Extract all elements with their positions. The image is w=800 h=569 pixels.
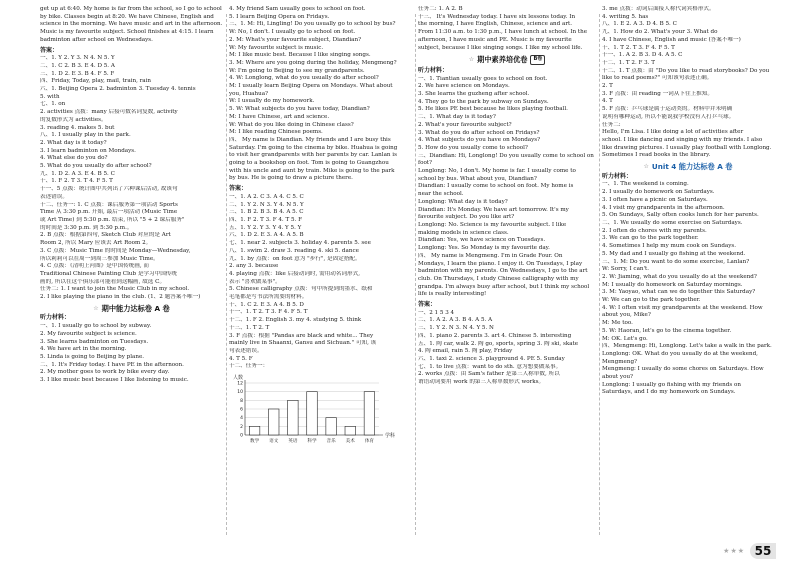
listening-line: W: No, I don't. I usually go to school on foot.	[229, 29, 356, 36]
listening-line: 二、1. It's Friday today. I have PE in the afternoon.	[40, 361, 184, 368]
bar	[307, 392, 318, 435]
answer-line: like drawing pictures. I usually play football with Longlong.	[602, 144, 772, 151]
answer-line: 七、1. on	[40, 101, 66, 108]
x-tick-label: 数学	[249, 439, 260, 445]
answer-line: 2. What day is it today?	[40, 139, 107, 146]
listening-line: M: I like reading Chinese poems.	[229, 129, 323, 136]
y-tick-label: 6	[240, 407, 243, 413]
listening-line: Mondays, I learn the piano. I enjoy it. On Tuesdays, I play	[418, 260, 583, 267]
answer-line: like to read poems?" 可知该句表述正确。	[602, 75, 713, 82]
answer-line: 一、1. Y 2. Y 3. N 4. N 5. Y	[40, 55, 115, 62]
listening-line: Longlong: No. Science is my favourite subject. I like	[418, 221, 567, 228]
answer-list	[229, 194, 412, 371]
answer-line: 4. T 5. F	[229, 355, 253, 362]
listening-line: 4. They go to the park by subway on Sundays.	[418, 98, 549, 105]
answer-line: 十一、1. T 2. T 3. F 4. F 5. T	[229, 309, 308, 316]
x-tick-label: 英语	[288, 439, 298, 445]
listening-line: to visit her grandparents with her parents by car. Lanlan is	[229, 152, 397, 159]
listening-line: 4. W: Longlong, what do you usually do after school?	[229, 75, 379, 82]
answer-line: 4. T	[602, 98, 613, 105]
answer-line: 4. 陶 email, rain 5. 陶 play, Friday	[418, 348, 513, 355]
bar	[345, 426, 356, 435]
answer-line: 三、1. D 2. E 3. B 4. F 5. F	[40, 70, 115, 77]
text-line: 任务二: 1. A 2. B	[418, 6, 463, 12]
answer-line: 七、1. to live 点拨：want to do sth. 意为想要做某事。	[418, 363, 562, 370]
listening-line: W: I usually do my homework.	[229, 98, 315, 105]
column-divider	[415, 14, 416, 535]
listening-line: Longlong: Yes. So Monday is my favourite day.	[418, 245, 550, 252]
answer-line: 十二、1. F 2. English 3. my 4. studying 5. think	[229, 317, 362, 324]
listening-line: foot?	[418, 160, 433, 167]
answer-line: 2. B 点拨：根据第四句, Sketch Club 对应的是 Art	[40, 232, 171, 239]
listening-line: 四、Mengmeng: Hi, Longlong. Let's take a walk in the park.	[602, 343, 772, 350]
listening-line: with his uncle and aunt by train. Mike is going to the park	[229, 167, 395, 174]
answer-line: Room 2, 所以 Mary 应该去 Art Room 2。	[40, 240, 152, 247]
listening-line: you, Huahua?	[229, 90, 269, 97]
listening-line: 3. I like music best because I like listening to music.	[40, 377, 189, 384]
listening-line: 5. How do you usually come to school?	[418, 144, 528, 151]
answer-line: 2. any 3. because	[229, 263, 279, 270]
answer-line: 句表述错误。	[229, 347, 263, 354]
answer-line: 五、1. Y 2. Y 3. Y 4. Y 5. Y	[229, 224, 302, 231]
answer-line: 六、1. Beijing Opera 2. badminton 3. Tuesday 4. tennis	[40, 86, 196, 93]
answer-line: 九、1. D 2. A 3. E 4. B 5. C	[40, 170, 115, 177]
section-title: Unit 4 能力达标卷 A 卷	[651, 162, 733, 172]
answer-line: 表述错误。	[40, 193, 68, 200]
listening-line: going to a bookshop on foot. Tom is going to Guangzhou	[229, 160, 389, 167]
listening-line: 4. What subjects do you have on Mondays?	[418, 137, 541, 144]
listening-line: 3. What do you do after school on Fridays?	[418, 129, 540, 136]
answer-line: 二、1. C 2. B 3. E 4. D 5. A	[40, 62, 115, 69]
answer-line: 的复数形式为 activities。	[40, 116, 107, 123]
answer-line: 八、1. swim 2. draw 3. reading 4. ski 5. dance	[229, 247, 359, 254]
listening-line: 二、1. We usually do some exercise on Saturdays.	[602, 219, 743, 226]
star-icon: ☆	[468, 56, 475, 64]
answer-line: 十一、5 点拨：统计图中共列出了六种课后活动, 故该句	[40, 186, 178, 193]
listening-line: 2. M: What's your favourite subject, Diandian?	[229, 36, 362, 43]
listening-line: W: I'm going to Beijing to see my grandparents.	[229, 67, 365, 74]
answer-line: 4. C 点拨：《清明上河图》是中国传统画, 而	[40, 263, 150, 270]
text-line: afternoon, I have music and PE. Music is my favourite	[418, 36, 572, 43]
text-line: 十三、 It's Wednesday today. I have six lessons today. In	[418, 13, 576, 20]
text-line: badminton after school on Wednesdays.	[40, 36, 153, 43]
listening-list	[418, 76, 596, 299]
answer-line: 二、1. Y 2. N 3. Y 4. N 5. Y	[229, 201, 304, 208]
listening-line: 三、1. M: Hi, Lingling! Do you usually go to school by bus?	[229, 21, 396, 28]
column-3	[418, 6, 596, 387]
answer-line: 五、1. 陶 car, walk 2. 陶 go, sports, spring 3. 陶 ski, skate	[418, 340, 579, 347]
answer-line: 表示 "喜欢做某事"。	[229, 278, 281, 285]
answer-line: 4. What else do you do?	[40, 155, 108, 162]
answer-line: 十二、1. T 点拨：由 "Do you like to read storybooks? Do you	[602, 67, 770, 74]
y-tick-label: 4	[240, 416, 243, 422]
answer-list	[602, 6, 774, 160]
answer-line: 四、1. piano 2. parents 3. art 4. Chinese 5. interesting	[418, 332, 572, 339]
answer-line: 或 Art Time) 到 5:30 p.m. 结束, 所以 "5 + 2 课后服务"	[40, 216, 185, 223]
listening-line: 2. I usually do homework on Saturdays.	[602, 189, 715, 196]
listening-line: 3. M: Yaoyao, what can we do together this Saturday?	[602, 289, 756, 296]
text-line: get up at 6:40. My home is far from the school, so I go to school	[40, 6, 222, 12]
listening-line: 三、Diandian: Hi, Longlong! Do you usually come to school on	[418, 152, 594, 159]
listening-line: 4. I visit my grandparents in the afternoon.	[602, 204, 725, 211]
answer-line: Hello, I'm Lisa. I like doing a lot of activities after	[602, 129, 744, 136]
listening-line: 5. Linda is going to Beijing by plane.	[40, 353, 145, 360]
listening-line: 4. My friend Sam usually goes to school on foot.	[229, 6, 366, 12]
listening-line: near the school.	[418, 191, 464, 198]
answer-line: 十二、1. T 2. F 3. T	[602, 59, 656, 66]
x-axis-label: 学科	[385, 433, 396, 440]
listening-line: 5. He likes PE best because he likes playing football.	[418, 106, 568, 113]
answer-line: 3. I learn badminton on Mondays.	[40, 147, 136, 154]
answer-heading: 答案：	[418, 301, 437, 309]
listening-line: M: I usually learn Beijing Opera on Mondays. What about	[229, 83, 393, 90]
answer-line: 十二、任务一: 1. C 点拨：课后服务第一项活动 Sports	[40, 201, 178, 208]
listening-line: 5. My dad and I usually go fishing at the weekend.	[602, 250, 746, 257]
answer-line: 3. reading 4. makes 5. but	[40, 124, 115, 131]
listening-line: 3. We can go to the park together.	[602, 235, 699, 242]
listening-line: 2. I often do chores with my parents.	[602, 227, 707, 234]
listening-line: by bus. He is going to draw a picture there.	[229, 175, 353, 182]
listening-line: about you, Mike?	[602, 312, 651, 319]
bar	[326, 418, 337, 435]
listening-line: 3. She learns the guzheng after school.	[418, 91, 530, 98]
listening-line: favourite subject. Do you like art?	[418, 214, 515, 221]
answer-list	[418, 310, 596, 387]
listening-line: 5. W: What subjects do you have today, Diandian?	[229, 106, 370, 113]
listening-line: Saturdays, and I do my homework on Sundays.	[602, 389, 736, 396]
answer-line: 3. F 点拨：根据 "Pandas are black and white... They	[229, 332, 374, 339]
column-divider	[599, 14, 600, 535]
listening-line: 2. We have science on Mondays.	[418, 83, 510, 90]
listening-line: Saturday. I'm going to the cinema by bike. Huahua is going	[229, 144, 398, 151]
listening-line: Diandian: Yes, we have science on Tuesdays.	[418, 237, 546, 244]
answer-line: 5. Chinese calligraphy 点拨：句中所提到的墨水、纸和	[229, 286, 373, 293]
bar	[364, 392, 375, 435]
answer-line: 4. playing 点拨：like 后接动词时, 需用动名词形式,	[229, 270, 361, 277]
listening-line: 5. On Sundays, Sally often cooks lunch for her parents.	[602, 212, 759, 219]
listening-line: 四、 My name is Diandian. My friends and I are busy this	[229, 136, 391, 143]
listening-line: school by bus. What about you, Diandian?	[418, 175, 537, 182]
answer-line: 说明有哪种运动, 所以不能说我学校没有人打乒乓球。	[602, 113, 735, 120]
bar	[288, 400, 299, 435]
listening-line: W: We can go to the park together.	[602, 297, 701, 304]
answer-line: 任务二:	[602, 121, 621, 128]
column-2	[229, 6, 412, 457]
star-decoration: ★★★	[723, 547, 745, 555]
listening-list	[40, 323, 223, 385]
answer-line: 毛笔都是写书法所需要的材料。	[229, 294, 308, 301]
answer-line: 九、1. by 点拨：on foot 意为 "步行", 是固定搭配。	[229, 255, 361, 262]
listening-line: badminton with my parents. On Wednesdays, I go to the art	[418, 268, 588, 275]
answer-line: 2. T	[602, 83, 613, 90]
x-tick-label: 音乐	[326, 439, 336, 445]
y-tick-label: 0	[240, 433, 243, 439]
answer-heading: 答案：	[40, 46, 59, 54]
listening-line: 4. Sometimes I help my mum cook on Sundays.	[602, 243, 737, 250]
answer-line: 3. me 点拨：动词后面接人称代词宾格形式。	[602, 6, 715, 12]
listening-line: M: Me too.	[602, 320, 633, 327]
section-title: 期中能力达标卷 A 卷	[101, 303, 170, 313]
answer-line: 十、1. F 2. T 3. T 4. F 5. T	[40, 178, 113, 185]
listening-line: 一、1. The weekend is coming.	[602, 181, 689, 188]
answer-line: 十二、任务一：	[229, 363, 269, 370]
listening-line: club. On Thursdays, I study Chinese calligraphy with my	[418, 275, 579, 282]
answer-line: 一、1. A 2. C 3. A 4. C 5. C	[229, 193, 304, 200]
bar	[249, 426, 260, 435]
text-line: science in the morning. We have music and art in the afternoon.	[40, 21, 223, 28]
answer-line: 六、1. taxi 2. science 3. playground 4. PE 5. Sunday	[418, 355, 565, 362]
listening-line: 4. We have art in the morning.	[40, 346, 127, 353]
listening-line: 三、1. M: Do you want to do some exercise, Lanlan?	[602, 258, 750, 265]
listening-line: 3. M: Where are you going during the holiday, Mengmeng?	[229, 59, 397, 66]
y-tick-label: 10	[237, 390, 243, 396]
answer-line: 所以莉莉可以在周一到周三参加 Music Time。	[40, 255, 159, 262]
column-1	[40, 6, 223, 385]
answer-line: 十、1. C 2. E 3. A 4. B 5. D	[229, 301, 304, 308]
section-badge: B卷	[530, 55, 545, 65]
answer-line: 5. F 点拨：乒乓球是属于运动类的。材料中并未明确	[602, 106, 733, 113]
listening-line: Longlong: OK. What do you usually do at the weekend,	[602, 350, 758, 357]
y-axis-label: 人数	[233, 375, 244, 382]
answer-line: 3. F 点拨：由 reading 一词从下往上推知。	[602, 90, 713, 97]
listening-heading: 听力材料：	[418, 66, 449, 74]
answer-line: 2. I like playing the piano in the club. (1、2 题答案不唯一)	[40, 294, 201, 301]
listening-line: M: I like music best. Because I like singing songs.	[229, 52, 371, 59]
answer-line: 画的, 所以在这个俱乐部可能看到这幅画, 故选 C。	[40, 278, 166, 285]
listening-heading: 听力材料：	[602, 172, 633, 180]
section-title: 期中素养培优卷	[477, 55, 528, 65]
listening-line: 2. My favourite subject is science.	[40, 330, 137, 337]
listening-line: 一、1. Tiantian usually goes to school on foot.	[418, 75, 548, 82]
listening-line: 2. W: Jiaming, what do you usually do at the weekend?	[602, 273, 757, 280]
answer-line: 七、1. near 2. subjects 3. holiday 4. parents 5. see	[229, 240, 371, 247]
answer-line: 2. works 点拨：由 Sam's father 是第三人称单数, 所以	[418, 371, 560, 378]
page-footer	[0, 539, 800, 567]
x-tick-label: 美术	[345, 439, 355, 445]
y-tick-label: 2	[240, 424, 243, 430]
answer-line: Time 从 3:30 p.m. 开始, 最后一项活动 (Music Time	[40, 209, 178, 216]
text-line: From 11:30 a.m. to 1:30 p.m., I have lunch at school. In the	[418, 29, 588, 36]
text-line: by bike. Classes begin at 8:20. We have Chinese, English and	[40, 13, 214, 20]
section-heading	[418, 55, 596, 65]
answer-line: 一、2 1 5 3 4	[418, 309, 455, 316]
listening-line: Longlong: No, I don't. My home is far. I usually come to	[418, 168, 576, 175]
listening-line: life is really interesting!	[418, 291, 487, 298]
answer-line: 5. What do you usually do after school?	[40, 163, 152, 170]
x-tick-label: 体育	[364, 439, 375, 445]
section-heading	[40, 305, 223, 313]
answer-line: 八、1. I usually play in the park.	[40, 132, 131, 139]
bar	[268, 409, 279, 435]
answer-line: 任务二: 1. I want to join the Music Club in my school.	[40, 286, 190, 293]
listening-line: Longlong: I usually go fishing with my friends on	[602, 381, 741, 388]
column-divider	[226, 14, 227, 535]
star-icon: ☆	[643, 163, 649, 171]
listening-line: grandpa. I'm always busy after school, but I think my school	[418, 283, 590, 290]
listening-line: Diandian: It's Monday. We have art tomorrow. It's my	[418, 206, 569, 213]
listening-line: Mengmeng: I usually do some chores on Saturdays. How	[602, 366, 764, 373]
answer-line: 八、1. E 2. A 3. D 4. B 5. C	[602, 21, 677, 28]
x-tick-label: 语文	[269, 439, 279, 445]
answer-line: 谓语动词要用 work 的第三人称单数形式 works。	[418, 379, 545, 386]
answer-line: 四、1. F 2. T 3. F 4. T 5. F	[229, 216, 302, 223]
answer-line: 4. I have Chinese, English and music (答案不唯一)	[602, 36, 741, 43]
answer-line: 十三、1. T 2. T	[229, 324, 270, 331]
listening-line: Mengmeng?	[602, 358, 638, 365]
listening-line: Longlong: What day is it today?	[418, 198, 508, 205]
answer-line: Traditional Chinese Painting Club 是学习中国传统	[40, 270, 177, 277]
listening-line: M: OK. Let's go.	[602, 335, 648, 342]
answer-line: Sometimes I read books in the library.	[602, 152, 711, 159]
answer-line: mainly live in Shaanxi, Gansu and Sichuan." 可知, 该	[229, 340, 377, 347]
listening-list	[602, 181, 774, 397]
listening-line: W: What do you like doing in Chinese class?	[229, 121, 354, 128]
answer-line: 4. writing 5. has	[602, 13, 649, 20]
answer-line: 3. C 点拨：Music Time 的时间是 Monday—Wednesday,	[40, 247, 191, 254]
passage-text	[418, 6, 596, 52]
answer-list	[40, 55, 223, 302]
listening-line: 一、1. I usually go to school by subway.	[40, 323, 152, 330]
listening-line: M: I have Chinese, art and science.	[229, 113, 330, 120]
x-tick-label: 科学	[307, 439, 317, 445]
star-icon: ☆	[93, 304, 99, 312]
y-tick-label: 8	[240, 398, 243, 404]
listening-line: Diandian: I usually come to school on foot. My home is	[418, 183, 574, 190]
answer-line: 九、1. How do 2. What's your 3. What do	[602, 29, 718, 36]
text-line: subject, because I like singing songs. I like my school life.	[418, 44, 583, 51]
page-number: 55	[750, 543, 776, 559]
listening-list	[229, 6, 412, 183]
answer-line: 5. with	[40, 93, 60, 100]
listening-line: making models in science class.	[418, 229, 509, 236]
listening-line: about you?	[602, 374, 634, 381]
text-line: Music is my favourite subject. School finishes at 4:15. I learn	[40, 29, 214, 36]
answer-line: 三、1. B 2. B 3. B 4. A 5. C	[229, 209, 304, 216]
answer-line: school. I like dancing and singing with my friends. I also	[602, 136, 763, 143]
listening-line: 5. W: Haoran, let's go to the cinema together.	[602, 327, 732, 334]
listening-line: 4. W: I often visit my grandparents at the weekend. How	[602, 304, 763, 311]
listening-line: 二、1. What day is it today?	[418, 114, 496, 121]
listening-line: M: I usually do homework on Saturday mornings.	[602, 281, 743, 288]
answer-line: 二、1. A 2. A 3. B 4. A 5. A	[418, 317, 493, 324]
listening-line: 3. She learns badminton on Tuesdays.	[40, 338, 149, 345]
answer-line: 六、1. D 2. E 3. A 4. A 5. B	[229, 232, 304, 239]
y-tick-label: 12	[237, 381, 243, 387]
listening-line: 2. What's your favourite subject?	[418, 121, 512, 128]
answer-line: 十、1. T 2. T 3. F 4. F 5. T	[602, 44, 675, 51]
listening-line: 5. I learn Beijing Opera on Fridays.	[229, 13, 330, 20]
listening-line: 四、 My name is Mengmeng. I'm in Grade Four. On	[418, 252, 563, 259]
subject-bar-chart	[229, 373, 404, 451]
section-heading	[602, 163, 774, 171]
answer-line: 十一、1. A 2. B 3. D 4. A 5. C	[602, 52, 683, 59]
passage-text	[40, 6, 223, 45]
listening-line: 2. My mother goes to work by bike every day.	[40, 369, 170, 376]
listening-line: W: Sorry, I can't.	[602, 266, 650, 273]
text-line: the morning, I have English, Chinese, science and art.	[418, 21, 573, 28]
answer-line: 2. activities 点拨：many 后接可数名词复数, activity	[40, 109, 178, 116]
answer-line: 的时间是 3:30 p.m. 到 5:30 p.m.。	[40, 224, 133, 231]
listening-heading: 听力材料：	[40, 314, 71, 322]
listening-line: 3. I often have a picnic on Saturdays.	[602, 196, 708, 203]
answer-line: 三、1. Y 2. N 3. N 4. Y 5. N	[418, 325, 494, 332]
answer-heading: 答案：	[229, 185, 248, 193]
column-4	[602, 6, 774, 397]
answer-line: 四、Friday, Today, play, mail, train, rain	[40, 78, 152, 85]
listening-line: W: My favourite subject is music.	[229, 44, 324, 51]
